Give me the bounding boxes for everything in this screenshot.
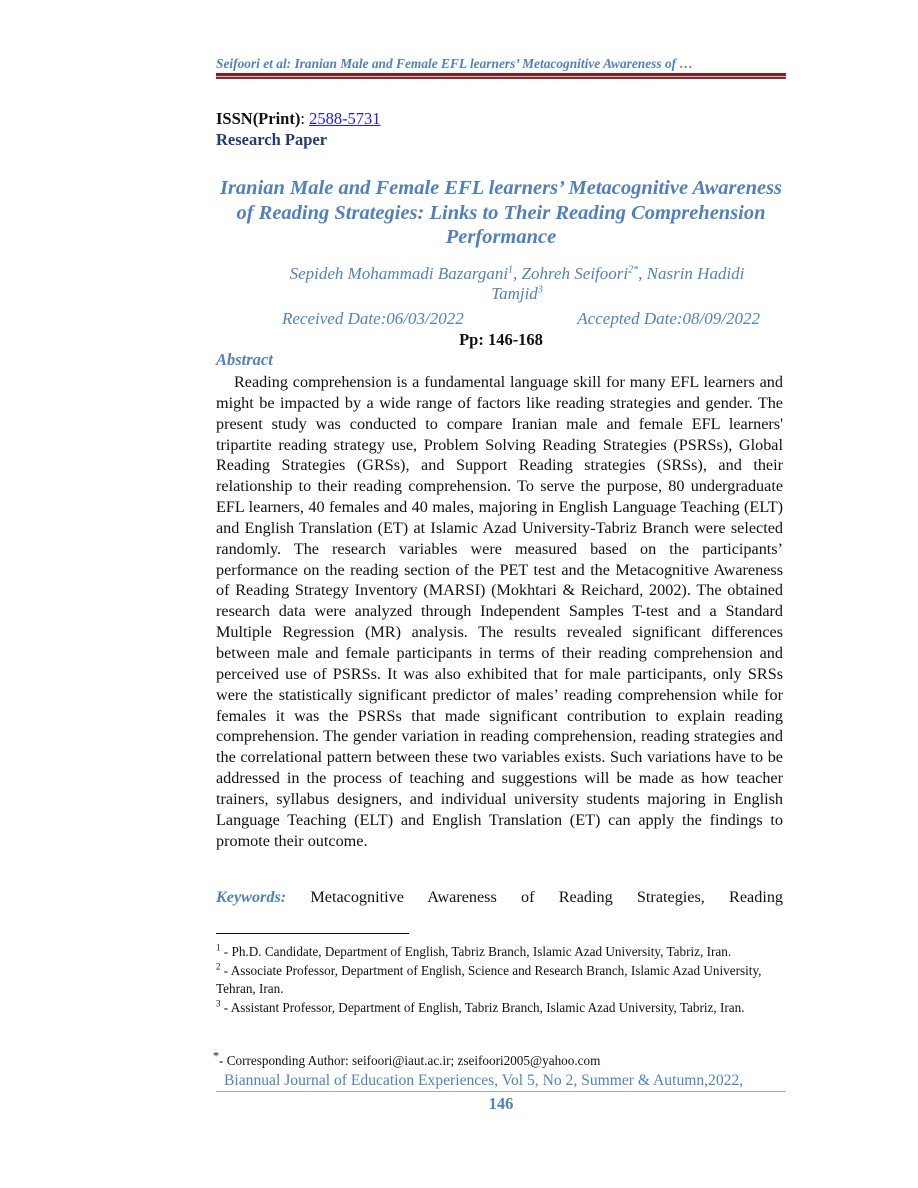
issn-separator: : <box>300 109 310 128</box>
author-affiliation-mark: 3 <box>537 284 543 296</box>
author-list: Sepideh Mohammadi Bazargani$^1$, Zohreh Seifoori$^{2*}$, Nasrin Hadidi Tamjid$^3$ <box>289 264 745 303</box>
footnote-mark: 3 <box>216 998 221 1009</box>
footnote <box>216 962 786 999</box>
paper-type: Research Paper <box>216 130 328 149</box>
author-affiliation-mark: 1 <box>508 264 514 276</box>
footer-rule <box>216 1091 786 1092</box>
keywords-line <box>216 887 783 908</box>
issn-label: ISSN(Print) <box>216 109 301 128</box>
footnote-text: - Ph.D. Candidate, Department of English, Tabriz Branch, Islamic Azad University, Tabriz, Iran. <box>220 944 732 959</box>
keywords-label: Keywords: <box>216 888 287 906</box>
page-range: Pp: 146-168 <box>459 330 543 349</box>
accepted-date: Accepted Date:08/09/2022 <box>577 309 760 328</box>
issn-link[interactable]: 2588-5731 <box>309 109 381 128</box>
dates-line <box>282 309 760 329</box>
header-rule <box>216 73 786 79</box>
abstract-heading: Abstract <box>216 350 273 369</box>
footnote-mark: 1 <box>216 942 221 953</box>
footnote-separator <box>216 933 409 934</box>
page-number: 146 <box>488 1094 514 1113</box>
corresponding-text: - Corresponding Author: seifoori@iaut.ac.ir; zseifoori2005@yahoo.com <box>219 1053 601 1068</box>
footnote <box>216 999 786 1018</box>
paper-title: Iranian Male and Female EFL learners’ Metacognitive Awareness of Reading Strategies: Links to Their Reading Comprehension Performance <box>219 177 783 248</box>
running-head: Seifoori et al: Iranian Male and Female EFL learners’ Metacognitive Awareness of … <box>216 56 693 71</box>
author-name: Zohreh Seifoori <box>521 264 629 283</box>
received-date: Received Date:06/03/2022 <box>282 309 464 328</box>
author-affiliation-mark: 2* <box>628 264 639 276</box>
author-name: Nasrin Hadidi Tamjid <box>491 264 745 303</box>
footnote-text: - Assistant Professor, Department of English, Tabriz Branch, Islamic Azad University, Tabriz, Iran. <box>220 999 745 1015</box>
keywords-text: Metacognitive Awareness of Reading Strategies, Reading <box>310 888 784 906</box>
corresponding-mark: * <box>213 1048 219 1063</box>
footnote <box>216 943 786 962</box>
author-name: Sepideh Mohammadi Bazargani <box>289 264 509 283</box>
journal-citation: Biannual Journal of Education Experiences, Vol 5, No 2, Summer & Autumn,2022, <box>224 1072 744 1089</box>
footnote-mark: 2 <box>216 961 221 972</box>
corresponding-author <box>213 1048 601 1069</box>
issn-line <box>216 109 381 129</box>
abstract-text: Reading comprehension is a fundamental language skill for many EFL learners and might be impacted by a wide range of factors like reading strategies and gender. The present study was conducted to compare Iranian male and female EFL learners' tripartite reading strategy use, Problem Solving Reading Strategies (PSRSs), Global Reading Strategies (GRSs), and Support Reading strategies (SRSs), and their relationship to their reading comprehension. To serve the purpose, 80 undergraduate EFL learners, 40 females and 40 males, majoring in English Language Teaching (ELT) and English Translation (ET) at Islamic Azad University-Tabriz Branch were selected randomly. The research variables were measured based on the participants’ performance on the reading section of the PET test and the Metacognitive Awareness of Reading Strategy Inventory (MARSI) (Mokhtari & Reichard, 2002). The obtained research data were analyzed through Independent Samples T-test and a Standard Multiple Regression (MR) analysis. The results revealed significant differences between male and female participants in terms of their reading comprehension and perceived use of PSRSs. It was also exhibited that for male participants, only SRSs were the statistically significant predictor of males’ reading comprehension while for females it was the PSRSs that made significant contribution to explain reading comprehension. The gender variation in reading comprehension, reading strategies and the correlational pattern between these two variables exists. Such variations have to be addressed in the process of teaching and suggestions will be made as how teacher trainers, syllabus designers, and individual university students majoring in English Language Teaching (ELT) and English Translation (ET) can apply the findings to promote their outcome. <box>216 373 783 850</box>
footnotes <box>216 943 786 1017</box>
footnote-text: - Associate Professor, Department of English, Science and Research Branch, Islamic Azad University, Tehran, Iran. <box>216 962 762 996</box>
